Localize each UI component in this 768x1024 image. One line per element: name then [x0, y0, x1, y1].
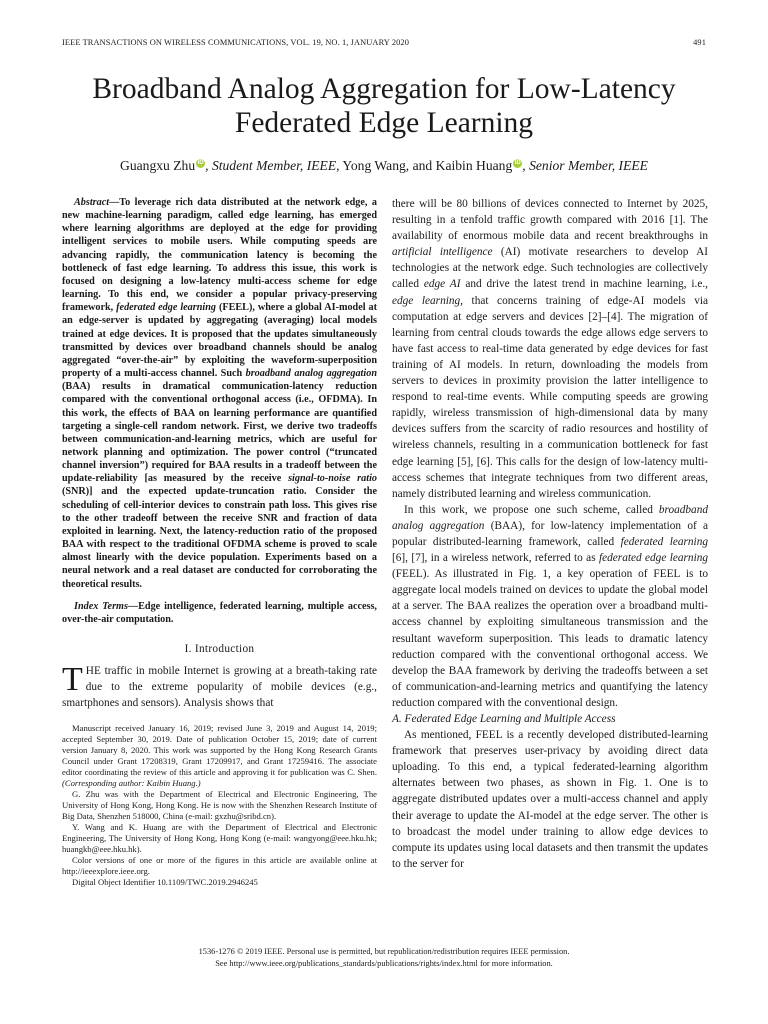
footnote-affiliation-zhu: G. Zhu was with the Department of Electrical and Electronic Engineering, The University of Hong Kong, Hong Kong. He is now with the Shenzhen Research Institute of Big Data, Shenzhen 518000, China (e-mail: gxzhu@sribd.cn).: [62, 788, 377, 821]
abstract-term: broadband analog aggregation: [245, 368, 377, 380]
left-column: [62, 196, 377, 888]
body-term: edge learning: [392, 294, 461, 307]
abstract-text: (BAA) results in dramatical communication-latency reduction compared with the conventional orthogonal access (i.e., OFDMA). In this work, the effects of BAA on learning performance are quantified targeting a single-cell random network. First, we derive two tradeoffs between communication-and-learning metrics, which are useful for network planning and optimization. The power control (“truncated channel inversion”) required for BAA results in a tradeoff between the update-reliability [as measured by the receive: [62, 381, 377, 485]
intro-paragraph: [62, 660, 377, 711]
author-list: [40, 158, 728, 174]
copyright-line-1: 1536-1276 © 2019 IEEE. Personal use is permitted, but republication/redistribution requires IEEE permission.: [198, 947, 570, 956]
body-text: and drive the latest trend in machine learning, i.e.,: [460, 278, 709, 291]
running-header: [62, 38, 706, 47]
journal-name: IEEE TRANSACTIONS ON WIRELESS COMMUNICATIONS, VOL. 19, NO. 1, JANUARY 2020: [62, 38, 409, 47]
footnote-doi: Digital Object Identifier 10.1109/TWC.2019.2946245: [72, 876, 258, 887]
author-1-role: , Student Member, IEEE: [205, 158, 337, 173]
body-term: edge AI: [423, 278, 461, 291]
section-heading-introduction: I. Introduction: [184, 643, 255, 655]
author-1-name: Guangxu Zhu: [120, 158, 196, 173]
footnote-color-versions: Color versions of one or more of the figures in this article are available online at http://ieeexplore.ieee.org.: [62, 854, 377, 876]
body-text: there will be 80 billions of devices connected to Internet by 2025, resulting in a tenfold traffic growth compared with 2016 [1]. The availability of enormous mobile data and recent breakthroughs in: [392, 198, 708, 243]
abstract-text: (SNR)] and the expected update-truncation ratio. Consider the scheduling of cell-interior devices to constrain path loss. This gives rise to the other tradeoff between the receive SNR and fraction of data exploited in learning. Next, the latency-reduction ratio of the proposed BAA with respect to the traditional OFDMA scheme is proved to scale almost linearly with the device population. Experiments based on a neural network and a real dataset are conducted for corroborating the theoretical results.: [62, 486, 377, 590]
page-number: 491: [693, 38, 706, 47]
abstract-label: Abstract—: [74, 197, 120, 208]
orcid-icon[interactable]: iD: [197, 160, 204, 167]
abstract-term: federated edge learning: [116, 302, 216, 314]
body-term: broadband analog aggregation: [392, 503, 708, 532]
corresponding-author: (Corresponding author: Kaibin Huang.): [62, 777, 201, 788]
body-text: (FEEL). As illustrated in Fig. 1, a key operation of FEEL is to aggregate local models trained on devices to update the global model at a server. The BAA realizes the operation over a broadband multi-access channel by exploiting simultaneous transmission and the resultant waveform superposition. This leads to dramatic latency reduction compared with the conventional orthogonal access. We develop the BAA framework by deriving the tradeoffs between a set of communication-and-learning metrics and quantifying the latency reduction compared with the conventional design.: [392, 568, 708, 709]
index-terms: [62, 600, 377, 626]
abstract-term: signal-to-noise ratio: [288, 473, 377, 485]
subsection-heading: A. Federated Edge Learning and Multiple Access: [392, 713, 616, 725]
abstract: [62, 196, 377, 591]
body-term: artificial intelligence: [392, 246, 493, 259]
paper-title: [40, 72, 728, 140]
footnote-manuscript: [62, 723, 377, 789]
author-2-3-names: , Yong Wang, and Kaibin Huang: [336, 158, 513, 173]
orcid-icon[interactable]: iD: [514, 160, 521, 167]
body-text: (BAA), for low-latency implementation of a popular distributed-learning framework, called: [392, 519, 708, 548]
body-paragraph: [392, 196, 708, 502]
intro-text: HE traffic in mobile Internet is growing at a breath-taking rate due to the extreme popularity of mobile devices (e.g., smartphones and sensors). Analysis shows that: [62, 664, 377, 709]
footnote-affiliation-wang-huang: Y. Wang and K. Huang are with the Department of Electrical and Electronic Engineering, The University of Hong Kong, Hong Kong (e-mail: wangyong@eee.hku.hk; huangkb@eee.hku.hk).: [62, 821, 377, 854]
body-paragraph: [392, 502, 708, 711]
title-line-1: Broadband Analog Aggregation for Low-Latency: [92, 73, 676, 105]
footnotes: [62, 723, 377, 888]
body-text: , that concerns training of edge-AI models via computation at edge servers and devices [2]–[4]. The migration of learning from central clouds towards the edge allows edge servers to have fast access to real-time data generated by edge devices for fast training of AI models. In return, downloading the models from servers to devices in proximity provision the latter intelligence to respond to real-time events. While computing speeds are growing rapidly, wireless transmission of high-dimensional data by many devices suffers from the scarcity of radio resources and hostility of wireless channels, resulting in a communication bottleneck for fast edge learning [5], [6]. This calls for the design of low-latency multi-access schemes that integrate techniques from two different areas, namely distributed learning and wireless communication.: [392, 294, 708, 500]
body-term: federated learning: [620, 535, 708, 548]
footnote-text: Manuscript received January 16, 2019; revised June 3, 2019 and August 14, 2019; accepted September 30, 2019. Date of publication October 15, 2019; date of current version January 8, 2020. This work was supported by the Hong Kong Research Grants Council under Grant 17208319, Grant 17209917, and Grant 17259416. The associate editor coordinating the review of this article and approving it for publication was C. Shen.: [62, 722, 377, 777]
drop-cap: T: [62, 660, 83, 698]
copyright-line-2: See http://www.ieee.org/publications_standards/publications/rights/index.html for more information.: [215, 959, 553, 968]
index-terms-text: Edge intelligence, federated learning, multiple access, over-the-air computation.: [62, 600, 377, 625]
abstract-text: (FEEL), where a global AI-model at an edge-server is updated by aggregating (averaging) local models trained at edge devices. It is proposed that the updates simultaneously transmitted by devices over broadband channels should be analog aggregated “over-the-air” by exploiting the waveform-superposition property of a multi-access channel. Such: [62, 302, 377, 380]
right-column: [392, 196, 708, 872]
body-text: In this work, we propose one such scheme, called: [404, 503, 659, 516]
body-paragraph: As mentioned, FEEL is a recently developed distributed-learning framework that preserves user-privacy by avoiding direct data uploading. To this end, a typical federated-learning algorithm alternates between two phases, as shown in Fig. 1. One is to aggregate distributed updates over a multi-access channel and apply their average to update the AI-model at the edge server. The other is to broadcast the model under training to allow edge devices to compute its updates using local datasets and then transmit the updates to the server for: [392, 729, 708, 870]
body-term: federated edge learning: [598, 552, 709, 565]
copyright-notice: [40, 946, 728, 970]
author-3-role: , Senior Member, IEEE: [522, 158, 648, 173]
body-text: [6], [7], in a wireless network, referred to as: [392, 552, 599, 565]
title-line-2: Federated Edge Learning: [234, 107, 534, 139]
index-terms-label: Index Terms—: [74, 600, 139, 612]
body-text: (AI) motivate researchers to develop AI technologies at the network edge. Such technologies are collectively called: [392, 246, 708, 291]
abstract-text: To leverage rich data distributed at the network edge, a new machine-learning paradigm, called edge learning, has emerged where learning algorithms are deployed at the edge for providing intelligent services to mobile users. While computing speeds are advancing rapidly, the communication latency is becoming the bottleneck of fast edge learning. To address this issue, this work is focused on designing a low-latency multi-access scheme for edge learning. To this end, we consider a popular privacy-preserving framework,: [62, 197, 377, 314]
